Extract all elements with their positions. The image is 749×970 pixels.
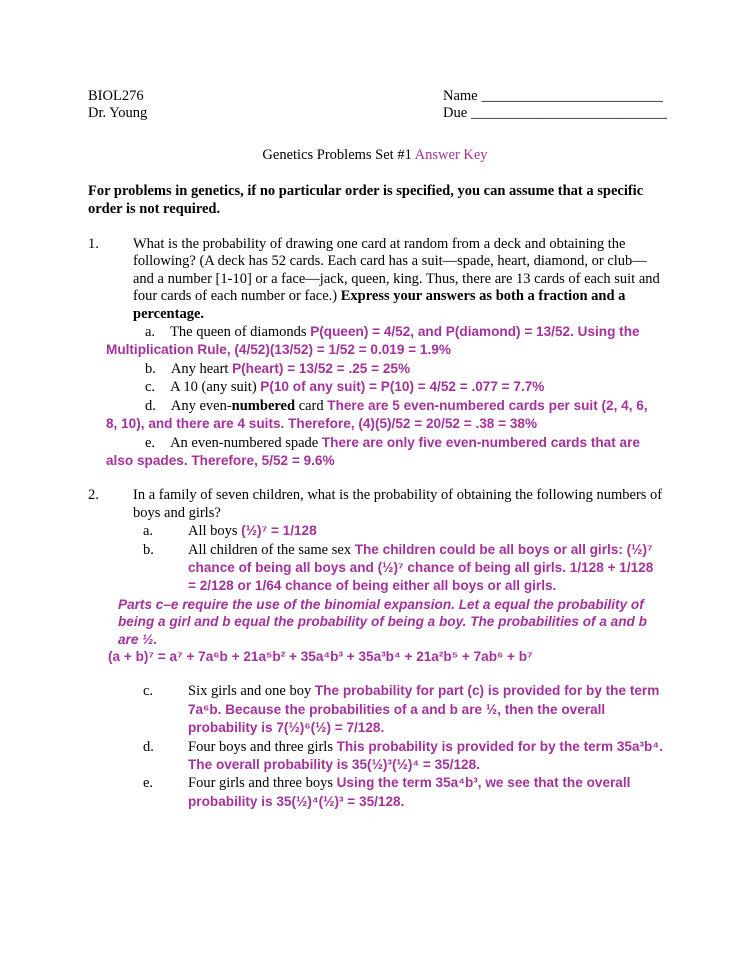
answer-key-label: Answer Key [414,146,488,163]
problem-2-item-a [143,522,664,540]
item-answer: (½)⁷ = 1/128 [241,523,317,539]
item-question: The queen of diamonds [170,324,311,341]
item-label: a. [143,523,154,540]
problem-1-item-c [106,378,662,396]
problem-1-question-bold: Express your answers as both a fraction and a percentage. [133,288,626,322]
item-question-bold: numbered [231,397,296,414]
binomial-expansion-note: Parts c–e require the use of the binomial expansion. Let a equal the probability of being a girl and b equal the probability of being a boy. The probabilities of a and b are ½. [118,596,647,647]
item-question: Any even- [170,397,232,414]
name-due-block [443,88,667,123]
item-label: e. [145,434,156,451]
problem-2-number: 2. [88,487,99,504]
item-answer: P(10 of any suit) = P(10) = 4/52 = .077 = 7.7% [260,379,545,395]
item-answer: There are only five even-numbered cards that are also spades. Therefore, 5/52 = 9.6% [106,434,640,468]
item-question: Four boys and three girls [188,738,337,755]
problem-2-item-c [143,682,664,737]
problem-2-question: In a family of seven children, what is the probability of obtaining the following numbers of boys and girls? [133,487,663,521]
title-text: Genetics Problems Set #1 [262,146,415,163]
instructor-name: Dr. Young [88,105,148,122]
item-question-after: card [295,397,328,414]
document-header [88,88,667,123]
problem-2-item-d [143,738,664,775]
item-answer: Using the term 35a⁴b³, we see that the overall probability is 35(½)⁴(½)³ = 35/128. [188,775,631,809]
item-label: b. [143,541,154,558]
course-block [88,88,147,123]
item-question: All children of the same sex [188,541,355,558]
problem-2 [88,487,662,811]
item-answer: This probability is provided for by the term 35a³b⁴. The overall probability is 35(½)³(½)⁴ = 35/128. [188,738,663,772]
binomial-expansion-formula: (a + b)⁷ = a⁷ + 7a⁶b + 21a⁵b² + 35a⁴b³ + 35a³b⁴ + 21a²b⁵ + 7ab⁶ + b⁷ [108,648,533,664]
due-blank-line: ___________________________ [471,105,667,122]
problem-1-item-e [106,434,662,471]
name-field [443,88,662,105]
course-code: BIOL276 [88,88,144,104]
item-label: c. [143,683,154,700]
item-label: c. [145,379,156,396]
problem-1-question [133,236,663,323]
item-question: An even-numbered spade [170,434,322,451]
item-label: d. [145,397,156,414]
item-answer: There are 5 even-numbered cards per suit (2, 4, 6, 8, 10), and there are 4 suits. Therefore, (4)(5)/52 = 20/52 = .38 = 38% [106,397,648,432]
problem-1-question-text: What is the probability of drawing one card at random from a deck and obtaining the following? (A deck has 52 cards. Each card has a suit—spade, heart, diamond, or club—and a number [1-10] or a face—jack, queen, king. Thus, there are 13 cards of each suit and four cards of each number or face.) [133,236,660,305]
due-field [443,105,667,122]
item-question: A 10 (any suit) [170,379,261,396]
name-blank-line: _________________________ [481,88,663,104]
item-label: a. [145,324,156,341]
problem-1-number: 1. [88,236,99,253]
item-question: All boys [188,523,242,540]
item-answer: P(queen) = 4/52, and P(diamond) = 13/52. Using the Multiplication Rule, (4/52)(13/52) = 1/52 = 0.019 = 1.9% [106,324,640,358]
problem-2-item-e [143,774,664,811]
item-label: b. [145,360,156,377]
problem-2-item-b [143,541,664,596]
item-label: d. [143,738,154,755]
item-label: e. [143,775,154,792]
item-answer: The probability for part (c) is provided for by the term 7a⁶b. Because the probabilities of a and b are ½, then the overall probability is 7(½)⁶(½) = 7/128. [188,683,660,736]
item-answer: P(heart) = 13/52 = .25 = 25% [232,360,411,376]
problem-1-item-d [106,397,662,434]
item-question: Four girls and three boys [188,775,337,792]
item-question: Six girls and one boy [188,683,315,700]
problem-1 [88,236,662,470]
due-label: Due [443,105,468,122]
name-label: Name [443,88,478,104]
item-question: Any heart [170,360,233,377]
problem-1-item-b [106,360,662,378]
intro-note: For problems in genetics, if no particular order is specified, you can assume that a specific order is not required. [88,183,644,217]
problem-1-item-a [106,323,662,360]
document-title [88,147,662,164]
item-answer: The children could be all boys or all girls: (½)⁷ chance of being all boys and (½)⁷ chance of being all girls. 1/128 + 1/128 = 2/128 or 1/64 chance of being either all boys or all girls. [188,541,654,594]
